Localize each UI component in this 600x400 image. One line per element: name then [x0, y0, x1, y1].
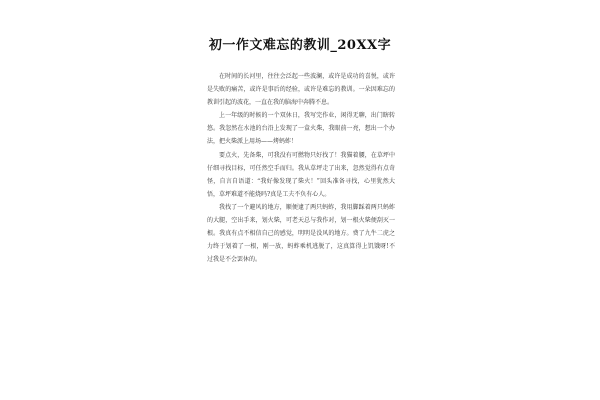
paragraph-3: 要点火，先备柴，可我没有可燃物只好找了！我猫着腰，在草坪中仔细寻找目标，可任然空手而归。我从草坪走了出来，忽然觉得有点奇怪，自言自语道：“我好像发现了柴火！”回头准备寻找，心里犹然大悟，草坪难道不能烧吗?真是工夫不负有心人。	[207, 151, 395, 198]
paragraph-2: 上一年级的时候的一个双休日，我写完作业，闲得无聊，出门瞎转悠。我忽然在水池的台沿上发现了一盒火柴，我眼前一亮，想出一个办法，把火柴派上用场——烤蚂蚱！	[207, 112, 395, 146]
document-body	[207, 70, 395, 266]
paragraph-4: 我找了一个避风的地方，顺便逮了两只蚂蚱，我用脚踩着两只蚂蚱的大腿，空出手来，划火柴，可老天总与我作对，划一根火柴便刮灭一根。我真有点不相信自己的感觉，明明是没风的地方。费了九牛二虎之力终于划着了一根，刚一放，蚂蚱乘机逃脱了，这真算得上饥饿呀!不过我是不会罢休的。	[207, 203, 395, 264]
paragraph-1: 在时间的长河里，往往会泛起一些波澜，或许是成功的喜悦，或许是失败的痛苦，或许是事后的经验，或许是难忘的教训。一朵因难忘的教训引起的波花，一直在我的脑海中奔腾不息。	[207, 73, 395, 107]
document-title: 初一作文难忘的教训_20XX字	[208, 38, 392, 53]
